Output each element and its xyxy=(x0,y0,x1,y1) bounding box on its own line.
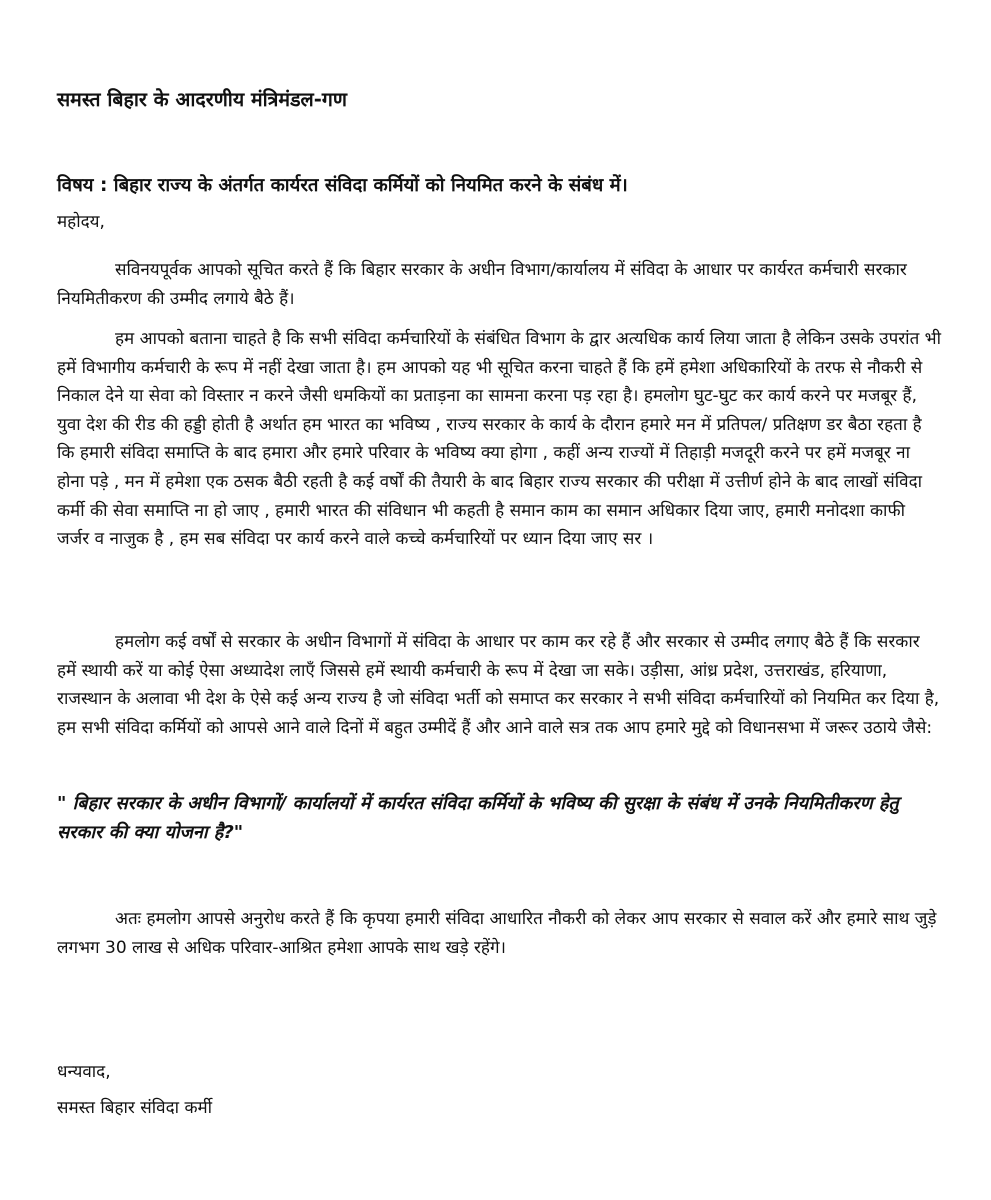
letter-signature: समस्त बिहार संविदा कर्मी xyxy=(57,1098,213,1118)
letter-addressee: समस्त बिहार के आदरणीय मंत्रिमंडल-गण xyxy=(57,88,347,111)
letter-final-paragraph: अतः हमलोग आपसे अनुरोध करते हैं कि कृपया हमारी संविदा आधारित नौकरी को लेकर आप सरकार से सवाल करें और हमारे साथ जुड़े लगभग 30 लाख से अधिक परिवार-आश्रित हमेशा आपके साथ खड़े रहेंगे। xyxy=(57,909,937,958)
letter-paragraph-3: हमलोग कई वर्षों से सरकार के अधीन विभागों में संविदा के आधार पर काम कर रहे हैं और सरकार से उम्मीद लगाए बैठे हैं कि सरकार हमें स्थायी करें या कोई ऐसा अध्यादेश लाएँ जिससे हमें स्थायी कर्मचारी के रूप में देखा जा सके। उड़ीसा, आंध्र प्रदेश, उत्तराखंड, हरियाणा, राजस्थान के अलावा भी देश के ऐसे कई अन्य राज्य है जो संविदा भर्ती को समाप्त कर सरकार ने सभी संविदा कर्मचारियों को नियमित कर दिया है, हम सभी संविदा कर्मियों को आपसे आने वाले दिनों में बहुत उम्मीदें हैं और आने वाले सत्र तक आप हमारे मुद्दे को विधानसभा में जरूर उठाये जैसे: xyxy=(57,632,940,738)
letter-paragraph-2: हम आपको बताना चाहते है कि सभी संविदा कर्मचारियों के संबंधित विभाग के द्वार अत्यधिक कार्य लिया जाता है लेकिन उसके उपरांत भी हमें विभागीय कर्मचारी के रूप में नहीं देखा जाता है। हम आपको यह भी सूचित करना चाहते हैं कि हमें हमेशा अधिकारियों के तरफ से नौकरी से निकाल देने या सेवा को विस्तार न करने जैसी धमकियों का प्रताड़ना का सामना करना पड़ रहा है। हमलोग घुट-घुट कर कार्य करने पर मजबूर हैं, युवा देश की रीड की हड्डी हाेती है अर्थात हम भारत का भविष्य , राज्य सरकार के कार्य के दौरान हमारे मन में प्रतिपल/ प्रतिक्षण डर बैठा रहता है कि हमारी संविदा समाप्ति के बाद हमारा और हमारे परिवार के भविष्य क्या होगा , कहीं अन्य राज्यों में तिहाड़ी मजदूरी करने पर हमें मजबूर ना होना पड़े , मन में हमेशा एक ठसक बैठी रहती है कई वर्षों की तैयारी के बाद बिहार राज्य सरकार की परीक्षा में उत्तीर्ण होने के बाद लाखों संविदा कर्मी की सेवा समाप्ति ना हो जाए , हमारी भारत की संविधान भी कहती है समान काम का समान अधिकार दिया जाए, हमारी मनोदशा काफी जर्जर व नाजुक है , हम सब संविदा पर कार्य करने वाले कच्चे कर्मचारियों पर ध्यान दिया जाए सर । xyxy=(57,329,942,550)
letter-subject: विषय : बिहार राज्य के अंतर्गत कार्यरत संविदा कर्मियों को नियमित करने के संबंध में। xyxy=(57,175,628,196)
letter-quote: " बिहार सरकार के अधीन विभागों/ कार्यालयों में कार्यरत संविदा कर्मियों के भविष्य की सुरक्षा के संबंध में उनके नियमितीकरण हेतु सरकार की क्या योजना है?" xyxy=(57,793,899,843)
letter-closing: धन्यवाद, xyxy=(57,1062,111,1082)
letter-paragraph-1: सविनयपूर्वक आपको सूचित करते हैं कि बिहार सरकार के अधीन विभाग/कार्यालय में संविदा के आधार पर कार्यरत कर्मचारी सरकार नियमितीकरण की उम्मीद लगाये बैठे हैं। xyxy=(57,260,907,309)
letter-salutation: महोदय, xyxy=(57,212,105,232)
